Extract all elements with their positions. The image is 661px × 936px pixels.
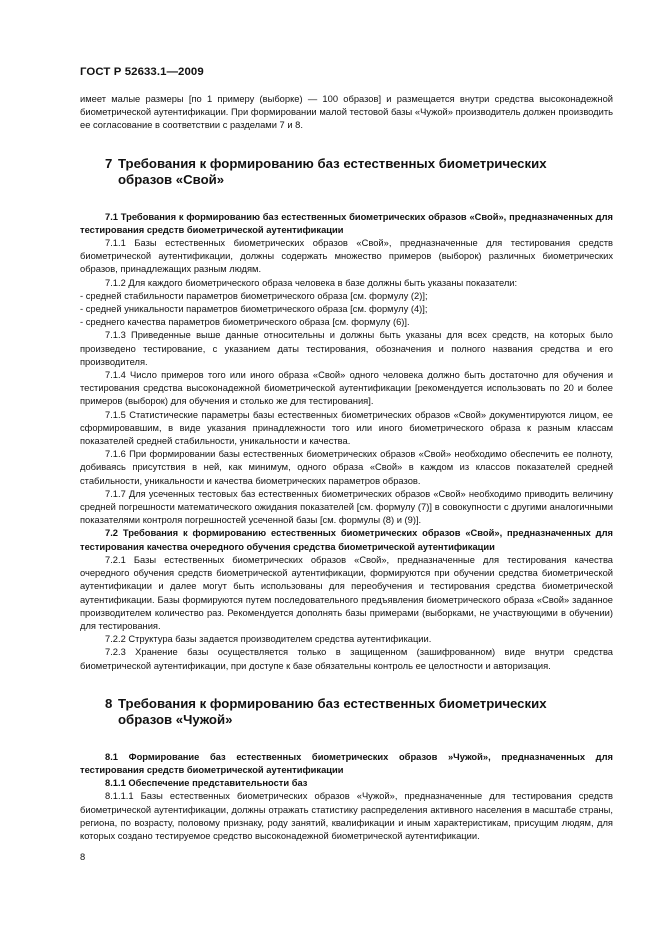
clause-7-1-4: 7.1.4 Число примеров того или иного образа «Свой» одного человека должно быть достаточно для обучения и тестирования средства высоконадежной биометрической аутентификации [рекомендуется использовать по 20 и более примеров (выборок) для обучения и столько же для тестирования]. [80,370,613,407]
document-body [80,93,613,843]
clause-7-2-2: 7.2.2 Структура базы задается производителем средства аутентификации. [105,634,432,645]
document-header: ГОСТ Р 52633.1—2009 [80,66,204,78]
section-8-number: 8 [105,695,113,711]
clause-7-1-5: 7.1.5 Статистические параметры базы естественных биометрических образов «Свой» документируются лицом, ее сформировавшим, в виде указания принадлежности того или иного биометрического образа к разным классам показателей средней стабильности, уникальности и качества. [80,409,613,447]
clause-8-1: 8.1 Формирование баз естественных биометрических образов »Чужой», предназначенных для тестирования средств биометрической аутентификации [80,751,613,775]
section-7-title-line2: образов «Свой» [118,171,225,187]
section-7-title-line1: Требования к формированию баз естественных биометрических [118,155,547,171]
section-8-heading [105,696,613,728]
clause-7-1: 7.1 Требования к формированию баз естественных биометрических образов «Свой», предназначенных для тестирования средств биометрической аутентификации [80,211,613,235]
clause-7-1-2: 7.1.2 Для каждого биометрического образа человека в базе должны быть указаны показатели: [105,277,518,288]
list-item: - среднего качества параметров биометрического образа [см. формулу (6)]. [80,317,410,328]
section-8-title-line1: Требования к формированию баз естественных биометрических [118,695,547,711]
clause-7-2-1: 7.2.1 Базы естественных биометрических образов «Свой», предназначенные для тестирования качества очередного обучения средств биометрической аутентификации, формируются при обучении средства биометрической аутентификации и далее могут быть использованы для переобучения и тестирования средства биометрической аутентификации. Базы формируются путем последовательного предъявления биометрического образа «Свой» заданное производителем количество раз. Рекомендуется дополнять базы примерами (выборками, не участвующими в обучении) для тестирования. [80,554,613,631]
clause-7-2-3: 7.2.3 Хранение базы осуществляется только в защищенном (зашифрованном) виде внутри средства биометрической аутентификации, при доступе к базе обязательны контроль ее целостности и авторизация. [80,647,613,671]
clause-7-2: 7.2 Требования к формированию естественных биометрических образов «Свой», предназначенных для тестирования качества очередного обучения средства биометрической аутентификации [80,528,613,552]
list-item: - средней стабильности параметров биометрического образа [см. формулу (2)]; [80,290,428,301]
section-7-heading [105,156,613,188]
section-7-number: 7 [105,155,113,171]
clause-7-1-6: 7.1.6 При формировании базы естественных биометрических образов «Свой» необходимо обеспечить ее полноту, добиваясь присутствия в ней, как минимум, одного образа «Свой» в каждом из классов показателей средней стабильности, уникальности и качества биометрических параметров образов. [80,449,613,486]
page-number: 8 [80,852,86,862]
clause-7-1-7: 7.1.7 Для усеченных тестовых баз естественных биометрических образов «Свой» необходимо приводить величину средней погрешности математического ожидания показателей [см. формулу (7)] в совокупности с другими аналогичными показателями контроля погрешностей усеченной базы [см. формулы (8) и (9)]. [80,488,613,526]
intro-paragraph: имеет малые размеры [по 1 примеру (выборке) — 100 образов] и размещается внутри средства высоконадежной биометрической аутентификации. При формировании малой тестовой базы «Чужой» производитель должен производить ее согласование в соответствии с разделами 7 и 8. [80,94,613,131]
clause-7-1-3: 7.1.3 Приведенные выше данные относительны и должны быть указаны для всех средств, на которых было произведено тестирование, с указанием даты тестирования, обозначения и полного названия средства и его производителя. [80,330,613,367]
list-item: - средней уникальности параметров биометрического образа [см. формулу (4)]; [80,304,428,315]
section-8-title-line2: образов «Чужой» [118,711,233,727]
clause-8-1-1-1: 8.1.1.1 Базы естественных биометрических образов «Чужой», предназначенные для тестирования средств биометрической аутентификации, должны отражать статистику распределения активного населения в масштабе страны, региона, по возрасту, половому признаку, роду занятий, квалификации и иным характеристикам, присущим людям, для которых создано тестируемое средство высоконадежной биометрической аутентификации. [80,791,613,841]
clause-7-1-1: 7.1.1 Базы естественных биометрических образов «Свой», предназначенные для тестирования средств биометрической аутентификации, должны содержать множество примеров (выборок) различных биометрических образов, принадлежащих разным людям. [80,238,613,275]
clause-8-1-1: 8.1.1 Обеспечение представительности баз [105,778,308,789]
